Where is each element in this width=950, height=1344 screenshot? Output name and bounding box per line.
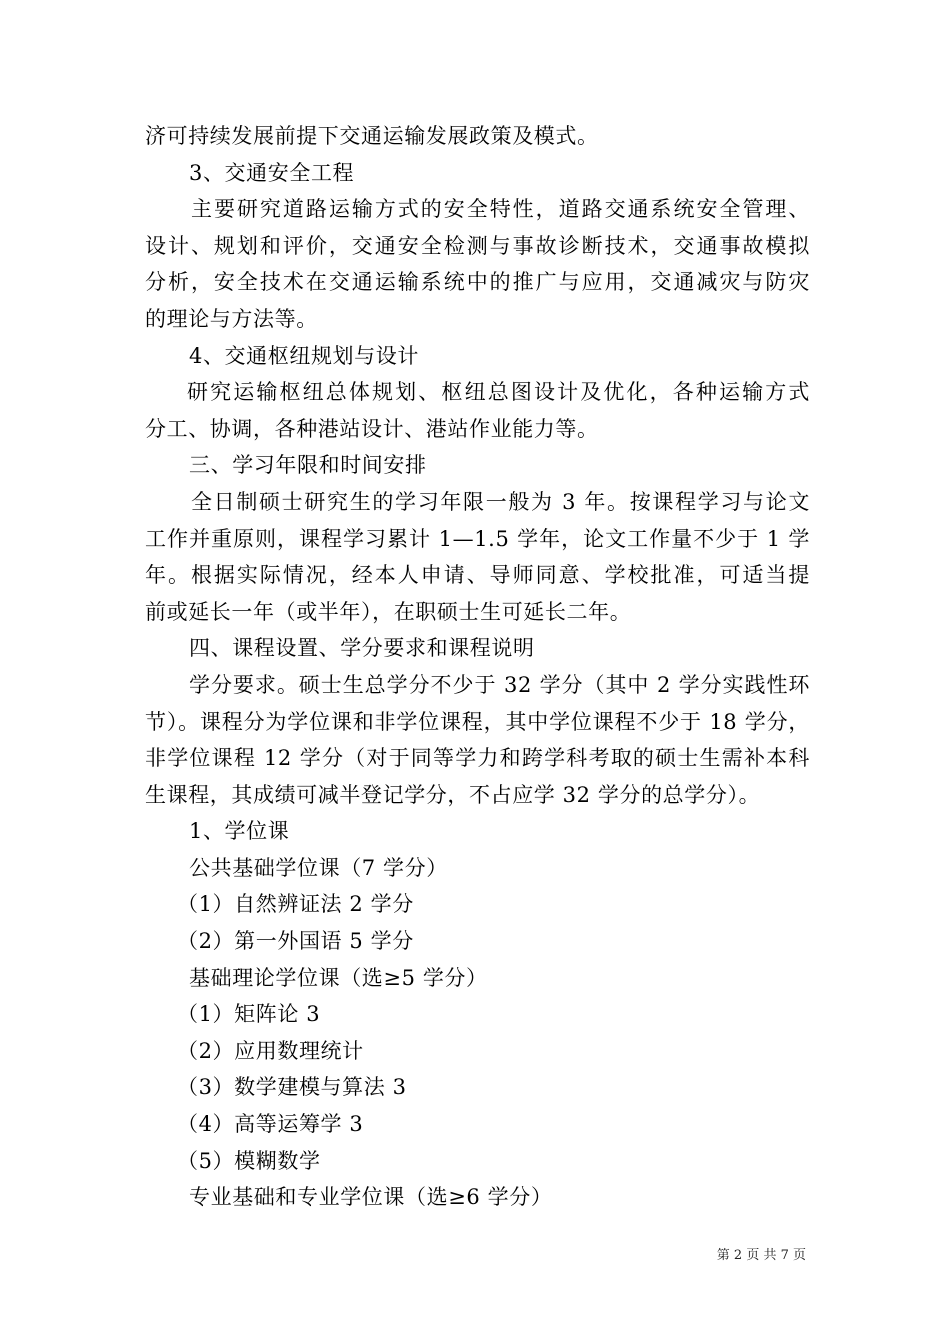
section-heading: 1、学位课	[189, 819, 290, 844]
paragraph-line: 分析，安全技术在交通运输系统中的推广与应用，交通减灾与防灾	[145, 270, 810, 295]
document-body	[145, 118, 810, 1216]
paragraph-line: 设计、规划和评价，交通安全检测与事故诊断技术，交通事故模拟	[145, 233, 810, 258]
paragraph-line: 主要研究道路运输方式的安全特性，道路交通系统安全管理、	[191, 197, 810, 222]
section-heading: 4、交通枢纽规划与设计	[189, 343, 419, 368]
paragraph-line: 工作并重原则，课程学习累计 1—1.5 学年，论文工作量不少于 1 学	[145, 526, 810, 551]
paragraph-line: 分工、协调，各种港站设计、港站作业能力等。	[145, 416, 599, 441]
paragraph-line: 全日制硕士研究生的学习年限一般为 3 年。按课程学习与论文	[191, 489, 810, 514]
paragraph-line: 的理论与方法等。	[145, 306, 318, 331]
course-item: （2）第一外国语 5 学分	[177, 929, 414, 954]
paragraph-line: 年。根据实际情况，经本人申请、导师同意、学校批准，可适当提	[145, 563, 810, 588]
section-heading: 3、交通安全工程	[189, 160, 355, 185]
page-number-footer: 第 2 页 共 7 页	[716, 1248, 806, 1263]
paragraph-line: 学分要求。硕士生总学分不少于 32 学分（其中 2 学分实践性环	[189, 672, 810, 697]
course-item: （5）模糊数学	[177, 1148, 321, 1173]
paragraph-line: 济可持续发展前提下交通运输发展政策及模式。	[145, 124, 599, 148]
paragraph-line: 非学位课程 12 学分（对于同等学力和跨学科考取的硕士生需补本科	[145, 746, 810, 771]
subsection-heading: 专业基础和专业学位课（选≥6 学分）	[189, 1185, 553, 1210]
section-heading: 四、课程设置、学分要求和课程说明	[189, 636, 535, 661]
course-item: （1）自然辨证法 2 学分	[177, 892, 414, 917]
paragraph-line: 节）。课程分为学位课和非学位课程，其中学位课程不少于 18 学分，	[145, 709, 810, 734]
subsection-heading: 基础理论学位课（选≥5 学分）	[189, 965, 488, 990]
course-item: （2）应用数理统计	[177, 1038, 364, 1063]
course-item: （4）高等运筹学 3	[177, 1112, 364, 1137]
course-item: （1）矩阵论 3	[177, 1002, 321, 1027]
section-heading: 三、学习年限和时间安排	[189, 453, 427, 478]
subsection-heading: 公共基础学位课（7 学分）	[189, 855, 448, 880]
paragraph-line: 研究运输枢纽总体规划、枢纽总图设计及优化，各种运输方式	[187, 380, 810, 405]
course-item: （3）数学建模与算法 3	[177, 1075, 407, 1100]
paragraph-line: 前或延长一年（或半年），在职硕士生可延长二年。	[145, 599, 632, 624]
paragraph-line: 生课程，其成绩可减半登记学分，不占应学 32 学分的总学分）。	[145, 782, 761, 807]
